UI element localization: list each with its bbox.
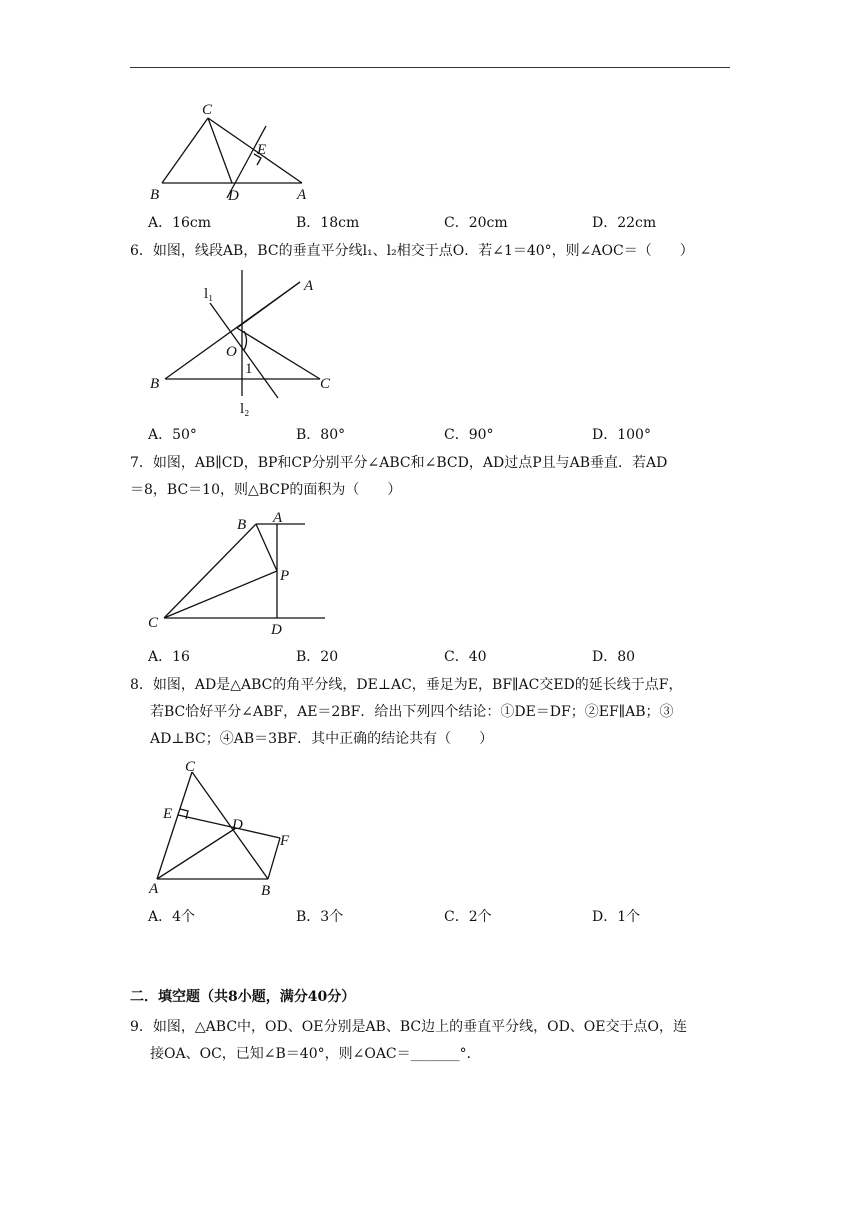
section-heading: 二．填空题（共8小题，满分40分） — [130, 989, 356, 1005]
q5-option-d[interactable]: D．22cm — [592, 215, 657, 231]
q5-options — [148, 212, 738, 232]
q8-line-2: 若BC恰好平分∠ABF，AE＝2BF．给出下列四个结论：①DE＝DF；②EF∥AB；③ — [150, 704, 674, 720]
q5-option-c[interactable]: C．20cm — [444, 215, 508, 231]
q9-stem — [130, 1014, 734, 1068]
q7-label-d: D — [271, 622, 282, 638]
q8-options — [148, 906, 738, 926]
q7-line-1: 7．如图，AB∥CD，BP和CP分别平分∠ABC和∠BCD，AD过点P且与AB垂直．若AD — [130, 455, 668, 471]
q8-label-d: D — [232, 817, 243, 833]
q5-label-e: E — [257, 142, 267, 158]
q7-option-d[interactable]: D．80 — [592, 649, 636, 665]
q8-label-a: A — [149, 881, 159, 897]
q6-option-d[interactable]: D．100° — [592, 427, 651, 443]
q6-option-c[interactable]: C．90° — [444, 427, 494, 443]
q6-stem — [130, 238, 734, 265]
q6-option-b[interactable]: B．80° — [296, 427, 346, 443]
q7-label-b: B — [237, 517, 247, 533]
q7-option-a[interactable]: A．16 — [148, 649, 190, 665]
q5-option-a[interactable]: A．16cm — [148, 215, 212, 231]
header-rule — [130, 67, 730, 68]
q6-label-a: A — [304, 278, 314, 294]
q5-label-b: B — [150, 187, 160, 203]
q6-line-1: 6．如图，线段AB，BC的垂直平分线l₁、l₂相交于点O．若∠1＝40°，则∠AOC＝（ ） — [130, 243, 694, 259]
q8-line-1: 8．如图，AD是△ABC的角平分线，DE⊥AC，垂足为E，BF∥AC交ED的延长线于点F， — [130, 677, 683, 693]
q5-label-d: D — [228, 188, 239, 204]
q8-figure — [140, 758, 310, 902]
q8-line-3: AD⊥BC；④AB＝3BF．其中正确的结论共有（ ） — [150, 731, 494, 747]
q8-label-e: E — [163, 806, 173, 822]
q6-label-o: O — [226, 344, 237, 360]
q7-label-c: C — [148, 615, 159, 631]
q6-label-l1: l₁ — [204, 286, 214, 302]
q5-label-c: C — [202, 102, 213, 118]
q8-label-c: C — [185, 759, 196, 775]
q8-label-f: F — [280, 833, 290, 849]
q6-label-b: B — [150, 376, 160, 392]
q5-label-a: A — [297, 187, 307, 203]
q8-option-c[interactable]: C．2个 — [444, 909, 492, 925]
q6-options — [148, 424, 738, 444]
q7-label-a: A — [273, 510, 283, 526]
q7-label-p: P — [280, 568, 290, 584]
q9-line-2: 接OA、OC，已知∠B＝40°，则∠OAC＝_______°． — [150, 1046, 481, 1062]
q8-stem — [130, 672, 734, 753]
q6-label-1: 1 — [245, 361, 253, 377]
q7-options — [148, 646, 738, 666]
q8-option-b[interactable]: B．3个 — [296, 909, 344, 925]
q6-label-l2: l₂ — [240, 401, 250, 417]
q7-line-2: ＝8，BC＝10，则△BCP的面积为（ ） — [130, 482, 402, 498]
q8-option-a[interactable]: A．4个 — [148, 909, 196, 925]
q7-stem — [130, 450, 734, 504]
q6-figure — [140, 268, 350, 418]
q7-option-b[interactable]: B．20 — [296, 649, 339, 665]
q6-option-a[interactable]: A．50° — [148, 427, 197, 443]
q8-label-b: B — [261, 883, 271, 899]
q5-figure — [140, 98, 330, 206]
q7-figure — [140, 508, 360, 640]
q7-option-c[interactable]: C．40 — [444, 649, 487, 665]
q9-line-1: 9．如图，△ABC中，OD、OE分别是AB、BC边上的垂直平分线，OD、OE交于点O，连 — [130, 1019, 687, 1035]
q6-label-c: C — [320, 376, 331, 392]
q5-option-b[interactable]: B．18cm — [296, 215, 360, 231]
q8-option-d[interactable]: D．1个 — [592, 909, 641, 925]
